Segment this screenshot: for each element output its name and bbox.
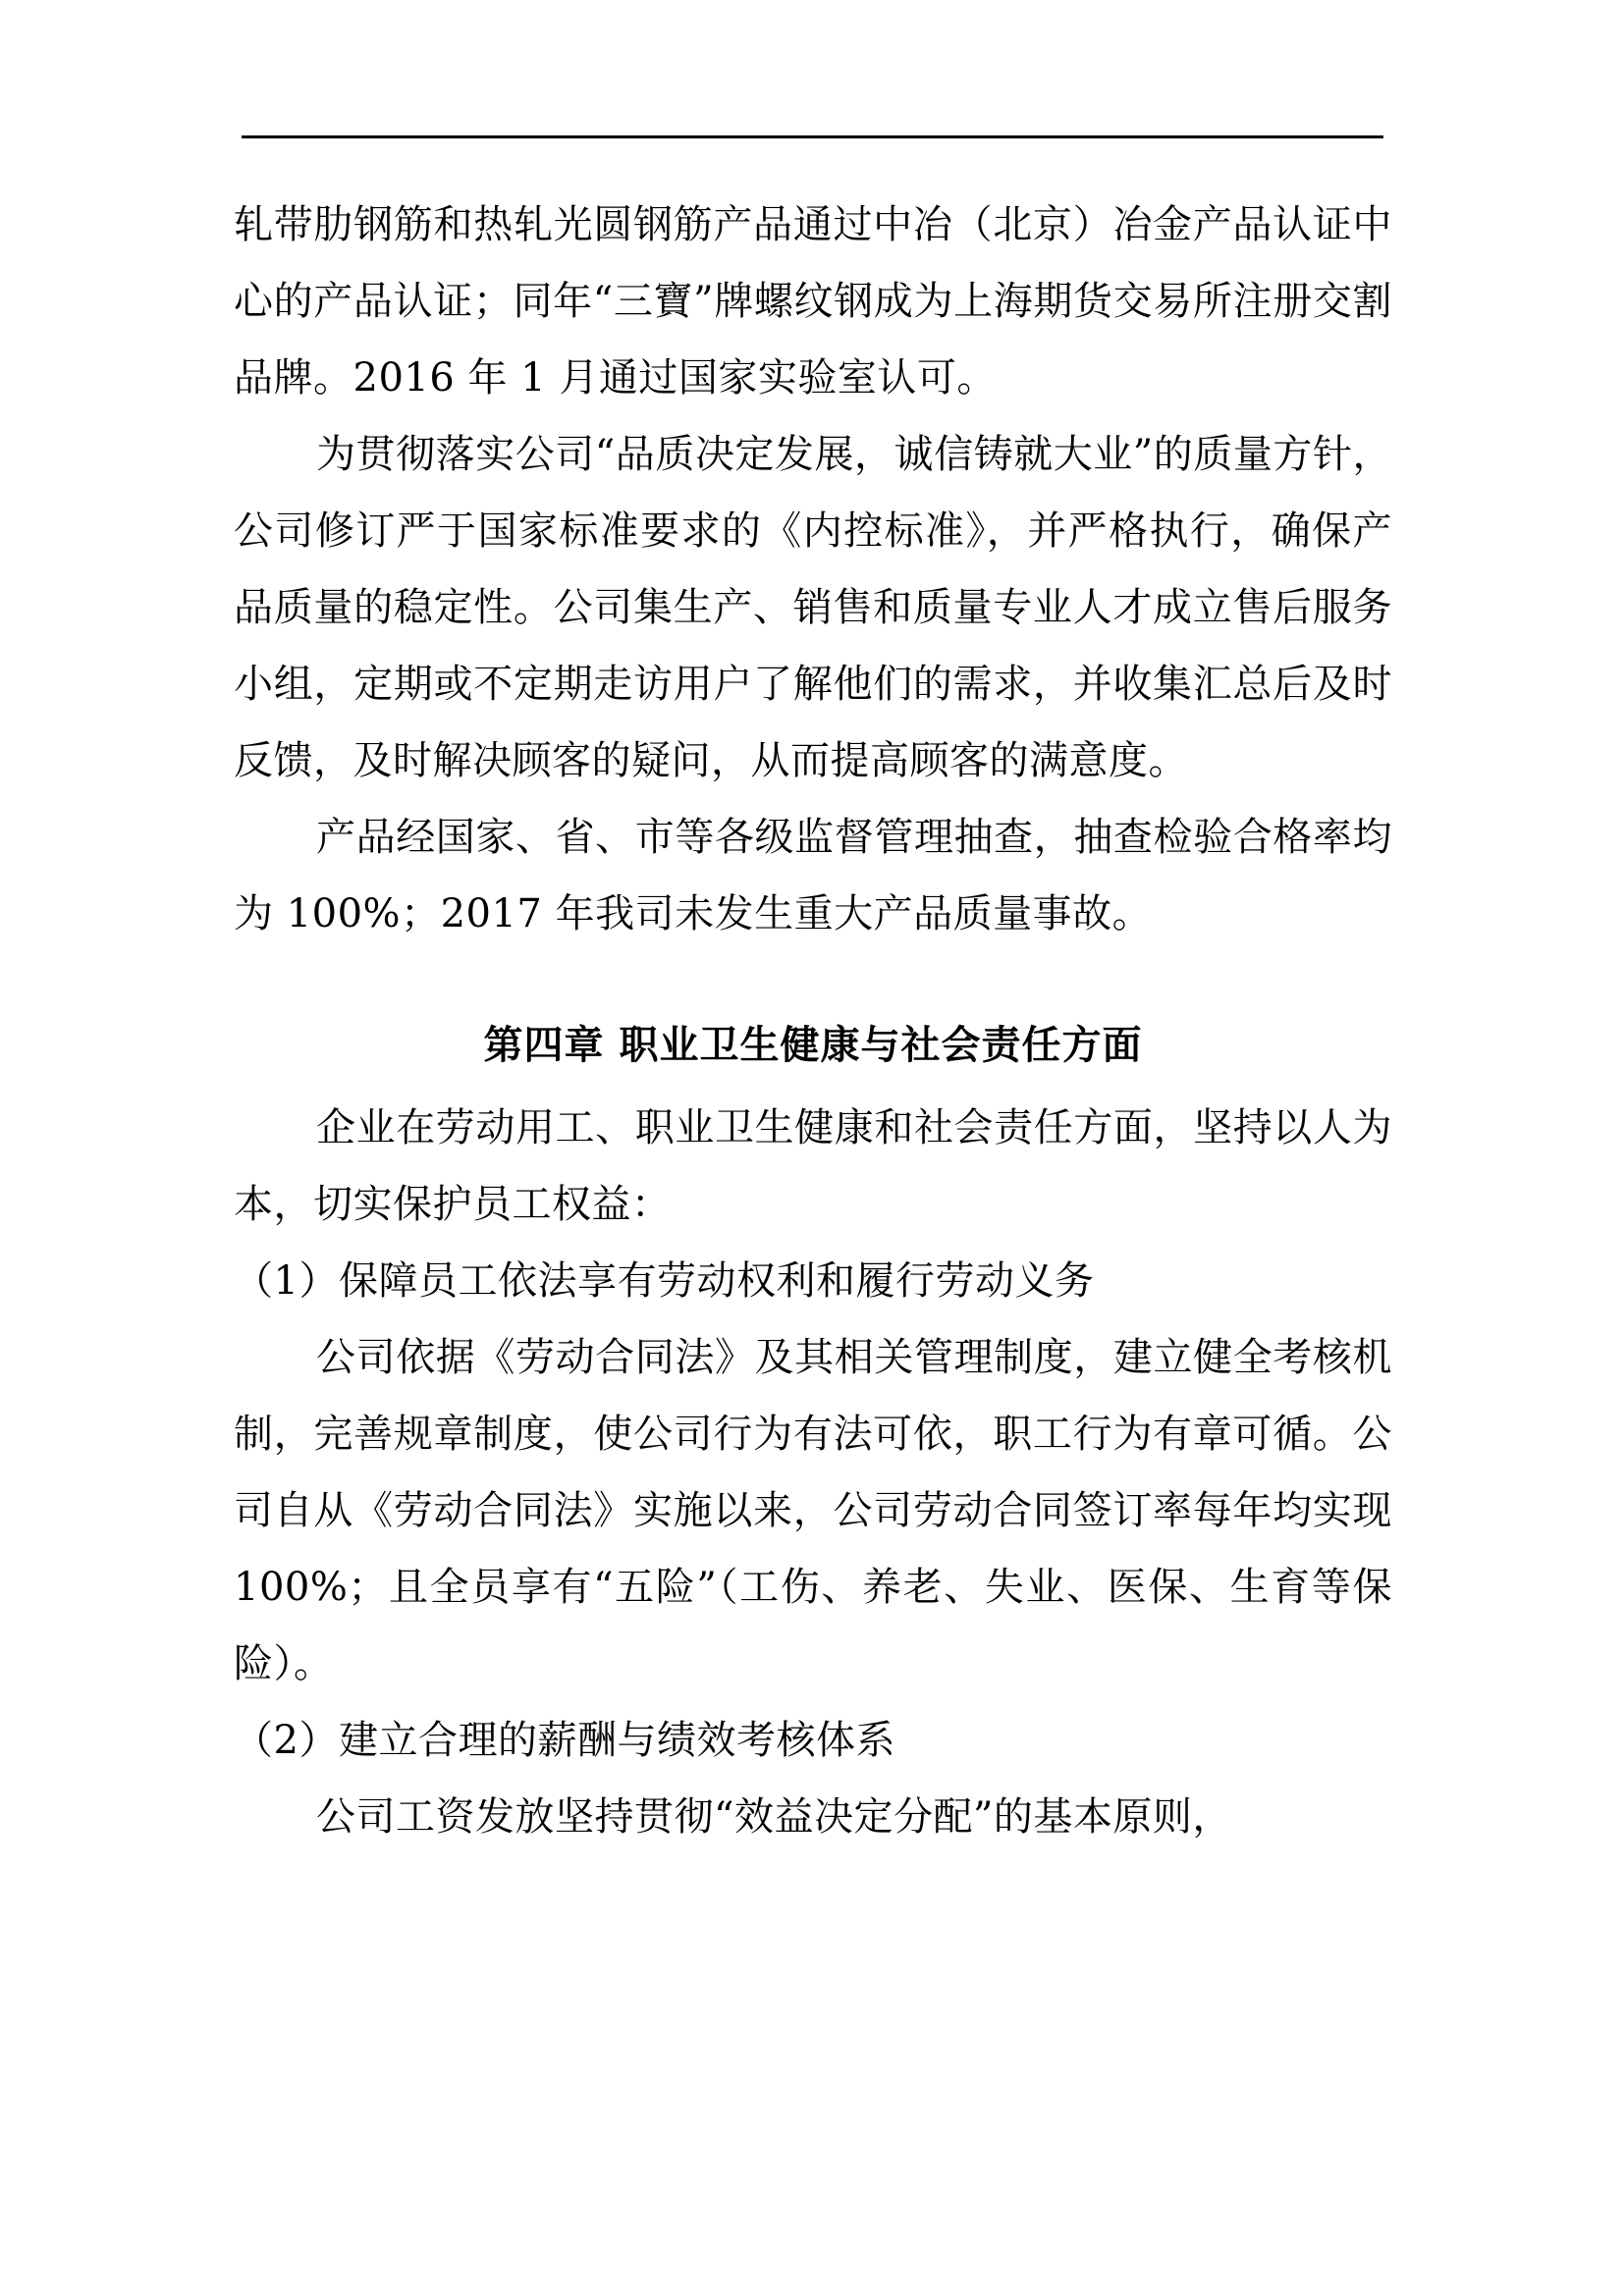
paragraph-salary-principle: 公司工资发放坚持贯彻“效益决定分配”的基本原则， <box>316 1794 1232 1840</box>
paragraph-labor-intro: 企业在劳动用工、职业卫生健康和社会责任方面，坚持以人为本，切实保护员工权益： <box>234 1105 1392 1227</box>
chapter-heading: 第四章 职业卫生健康与社会责任方面 <box>483 1022 1143 1068</box>
list-item-2-heading: （2）建立合理的薪酬与绩效考核体系 <box>234 1718 895 1763</box>
paragraph-inspection-results: 产品经国家、省、市等各级监督管理抽查，抽查检验合格率均为 100%；2017 年我司未发生重大产品质量事故。 <box>234 815 1392 936</box>
paragraph-quality-policy: 为贯彻落实公司“品质决定发展，诚信铸就大业”的质量方针，公司修订严于国家标准要求的《内控标准》，并严格执行，确保产品质量的稳定性。公司集生产、销售和质量专业人才成立售后服务小组，定期或不定期走访用户了解他们的需求，并收集汇总后及时反馈，及时解决顾客的疑问，从而提高顾客的满意度。 <box>234 432 1392 783</box>
paragraph-continuation: 轧带肋钢筋和热轧光圆钢筋产品通过中冶（北京）冶金产品认证中心的产品认证；同年“三寶”牌螺纹钢成为上海期货交易所注册交割品牌。2016 年 1 月通过国家实验室认可。 <box>234 202 1392 400</box>
spacer-before-heading <box>234 952 1392 1007</box>
list-item-1-heading: （1）保障员工依法享有劳动权利和履行劳动义务 <box>234 1258 1095 1304</box>
header-divider <box>242 135 1383 138</box>
paragraph-labor-contract: 公司依据《劳动合同法》及其相关管理制度，建立健全考核机制，完善规章制度，使公司行为有法可依，职工行为有章可循。公司自从《劳动合同法》实施以来，公司劳动合同签订率每年均实现100%；且全员享有“五险”（工伤、养老、失业、医保、生育等保险）。 <box>234 1335 1392 1686</box>
document-body <box>234 187 1392 1855</box>
